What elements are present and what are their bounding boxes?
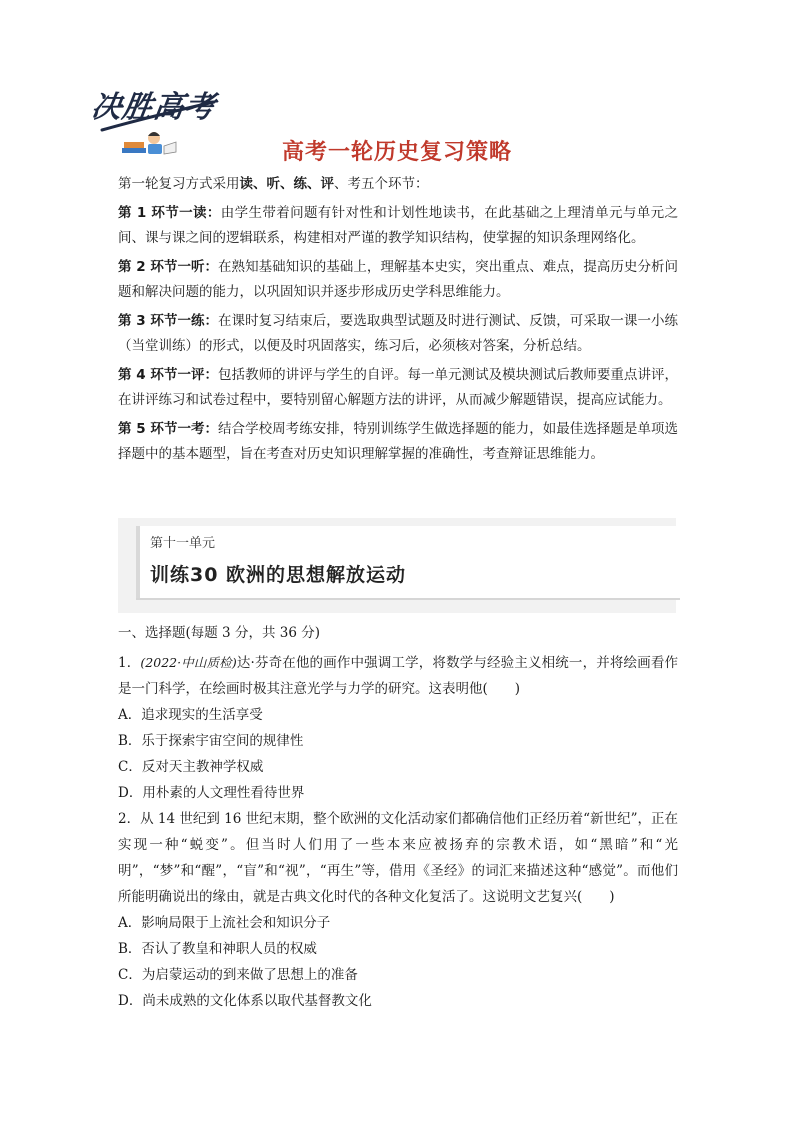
step-label: 第 3 环节一练： — [118, 313, 219, 329]
step-5 — [118, 417, 678, 467]
step-text: 在熟知基础知识的基础上，理解基本史实，突出重点、难点，提高历史分析问题和解决问题的能力，以巩固知识并逐步形成历史学科思维能力。 — [118, 259, 678, 300]
option-d: D．用朴素的人文理性看待世界 — [118, 785, 305, 801]
unit-banner-card — [136, 526, 680, 598]
option-c: C．反对天主教神学权威 — [118, 759, 264, 775]
logo-text: 决胜高考 — [89, 90, 218, 125]
step-label: 第 2 环节一听： — [118, 259, 219, 275]
question-2 — [118, 806, 678, 1014]
unit-banner — [118, 518, 676, 613]
step-3 — [118, 309, 678, 359]
option-d: D．尚未成熟的文化体系以取代基督教文化 — [118, 993, 372, 1009]
intro-section — [118, 172, 678, 471]
question-stem: 1．(2022·中山质检)达·芬奇在他的画作中强调工学，将数学与经验主义相统一，并将绘画看作是一门科学，在绘画时极其注意光学与力学的研究。这表明他( ) — [118, 655, 678, 697]
step-text: 由学生带着问题有针对性和计划性地读书，在此基础之上理清单元与单元之间、课与课之间的逻辑联系，构建相对严谨的教学知识结构，使掌握的知识条理网络化。 — [118, 205, 678, 246]
question-source: (2022·中山质检) — [140, 655, 237, 670]
unit-label: 第十一单元 — [150, 536, 216, 551]
option-c: C．为启蒙运动的到来做了思想上的准备 — [118, 967, 358, 983]
option-b: B．否认了教皇和神职人员的权威 — [118, 941, 317, 957]
step-4 — [118, 363, 678, 413]
page-title: 高考一轮历史复习策略 — [281, 140, 512, 165]
step-text: 在课时复习结束后，要选取典型试题及时进行测试、反馈，可采取一课一小练（当堂训练）的形式，以便及时巩固落实，练习后，必须核对答案，分析总结。 — [118, 313, 678, 354]
option-a: A．追求现实的生活享受 — [118, 707, 263, 723]
step-text: 包括教师的讲评与学生的自评。每一单元测试及模块测试后教师要重点讲评，在讲评练习和试卷过程中，要特别留心解题方法的讲评，从而减少解题错误，提高应试能力。 — [118, 367, 678, 408]
lesson-title: 训练30 欧洲的思想解放运动 — [150, 564, 407, 586]
question-1 — [118, 650, 678, 806]
option-b: B．乐于探索宇宙空间的规律性 — [118, 733, 304, 749]
intro-lead: 第一轮复习方式采用读、听、练、评、考五个环节： — [118, 176, 429, 192]
step-text: 结合学校周考练安排，特别训练学生做选择题的能力，如最佳选择题是单项选择题中的基本题型，旨在考查对历史知识理解掌握的准确性，考查辩证思维能力。 — [118, 421, 678, 462]
step-2 — [118, 255, 678, 305]
questions-section — [118, 620, 678, 1014]
question-stem: 2．从 14 世纪到 16 世纪末期，整个欧洲的文化活动家们都确信他们正经历着“新世纪”，正在实现一种“蜕变”。但当时人们用了一些本来应被扬弃的宗教术语，如“黑暗”和“光明”，“梦”和“醒”，“盲”和“视”，“再生”等，借用《圣经》的词汇来描述这种“感觉”。而他们所能明确说出的缘由，就是古典文化时代的各种文化复活了。这说明文艺复兴( ) — [118, 811, 678, 905]
step-label: 第 5 环节一考： — [118, 421, 219, 437]
step-1 — [118, 201, 678, 251]
step-label: 第 1 环节一读： — [118, 205, 221, 221]
option-a: A．影响局限于上流社会和知识分子 — [118, 915, 331, 931]
step-label: 第 4 环节一评： — [118, 367, 219, 383]
section-title: 一、选择题(每题 3 分，共 36 分) — [118, 625, 320, 641]
